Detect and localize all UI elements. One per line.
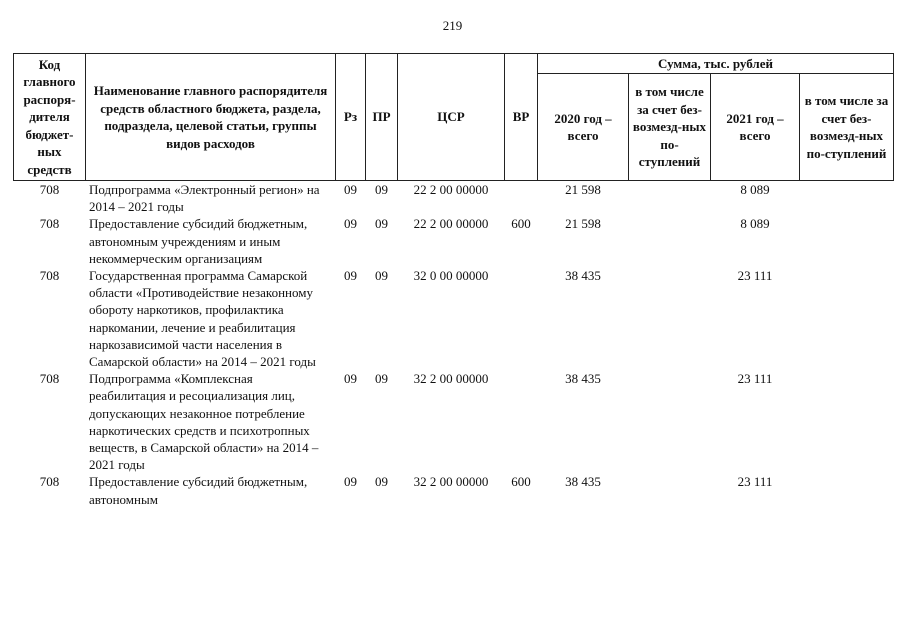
header-sum-group: Сумма, тыс. рублей <box>538 54 894 74</box>
cell-2021-total: 23 111 <box>737 268 773 284</box>
cell-2020-free <box>629 215 711 267</box>
header-csr: ЦСР <box>398 54 505 181</box>
cell-2020-total: 38 435 <box>565 371 601 387</box>
cell-csr: 32 2 00 00000 <box>413 474 489 490</box>
header-2020-total: 2020 год – всего <box>538 74 629 181</box>
header-rz: Рз <box>336 54 366 181</box>
header-name: Наименование главного распорядителя средств областного бюджета, раздела, подраздела, целевой статьи, группы видов расходов <box>86 54 336 181</box>
cell-code: 708 <box>39 474 60 490</box>
cell-2021-total: 23 111 <box>737 474 773 490</box>
cell-rz: 09 <box>344 216 357 232</box>
header-2021-total: 2021 год – всего <box>711 74 800 181</box>
cell-2021-free <box>800 370 894 473</box>
table-header <box>14 54 894 181</box>
cell-2020-free <box>629 181 711 216</box>
cell-pr: 09 <box>375 182 388 197</box>
cell-pr: 09 <box>375 216 388 232</box>
budget-table <box>13 53 894 508</box>
table-row <box>14 473 894 507</box>
cell-2021-free <box>800 473 894 507</box>
cell-rz: 09 <box>344 371 357 387</box>
cell-2020-free <box>629 473 711 507</box>
cell-csr: 22 2 00 00000 <box>413 182 489 197</box>
cell-2020-total: 21 598 <box>565 216 601 232</box>
header-vr: ВР <box>505 54 538 181</box>
table-row <box>14 267 894 370</box>
header-2021-free: в том числе за счет без-возмезд-ных по-ступлений <box>800 74 894 181</box>
cell-name: Подпрограмма «Электронный регион» на 2014 – 2021 годы <box>89 182 320 215</box>
cell-2020-total: 38 435 <box>565 268 601 284</box>
table-body <box>14 181 894 508</box>
cell-2021-free <box>800 215 894 267</box>
cell-code: 708 <box>39 182 60 197</box>
cell-vr: 600 <box>511 474 531 490</box>
cell-vr <box>505 370 538 473</box>
cell-rz: 09 <box>344 268 357 284</box>
cell-vr: 600 <box>511 216 531 232</box>
header-pr: ПР <box>366 54 398 181</box>
cell-2020-total: 38 435 <box>565 474 601 490</box>
cell-rz: 09 <box>344 182 357 197</box>
cell-2020-free <box>629 370 711 473</box>
header-code: Код главного распоря-дителя бюджет-ных средств <box>14 54 86 181</box>
table-row <box>14 215 894 267</box>
cell-2021-total: 23 111 <box>737 371 773 387</box>
cell-name: Подпрограмма «Комплексная реабилитация и ресоциализация лиц, допускающих незаконное потребление наркотических средств и психотропных веществ, в Самарской области» на 2014 – 2021 годы <box>89 371 319 473</box>
cell-vr <box>505 267 538 370</box>
cell-name: Предоставление субсидий бюджетным, автономным учреждениям и иным некоммерческим организациям <box>89 216 308 266</box>
header-2020-free: в том числе за счет без-возмезд-ных по-ступлений <box>629 74 711 181</box>
cell-rz: 09 <box>344 474 357 490</box>
cell-pr: 09 <box>375 371 388 387</box>
cell-code: 708 <box>39 268 60 284</box>
cell-csr: 22 2 00 00000 <box>413 216 489 232</box>
cell-2020-free <box>629 267 711 370</box>
cell-name: Предоставление субсидий бюджетным, автономным <box>89 474 308 507</box>
cell-code: 708 <box>39 216 60 232</box>
cell-csr: 32 2 00 00000 <box>413 371 489 387</box>
cell-2020-total: 21 598 <box>565 182 601 197</box>
cell-pr: 09 <box>375 268 388 284</box>
cell-code: 708 <box>39 371 60 387</box>
cell-2021-total: 8 089 <box>740 216 770 232</box>
cell-vr <box>505 181 538 216</box>
cell-2021-free <box>800 181 894 216</box>
page-number: 219 <box>442 18 463 33</box>
cell-2021-free <box>800 267 894 370</box>
table-row <box>14 181 894 216</box>
cell-2021-total: 8 089 <box>740 182 770 197</box>
cell-csr: 32 0 00 00000 <box>413 268 489 284</box>
table-row <box>14 370 894 473</box>
cell-name: Государственная программа Самарской области «Противодействие незаконному обороту наркотиков, профилактика наркомании, лечение и реабилитация наркозависимой части населения в Самарской области» на 2014 – 2021 годы <box>89 268 316 370</box>
cell-pr: 09 <box>375 474 388 490</box>
